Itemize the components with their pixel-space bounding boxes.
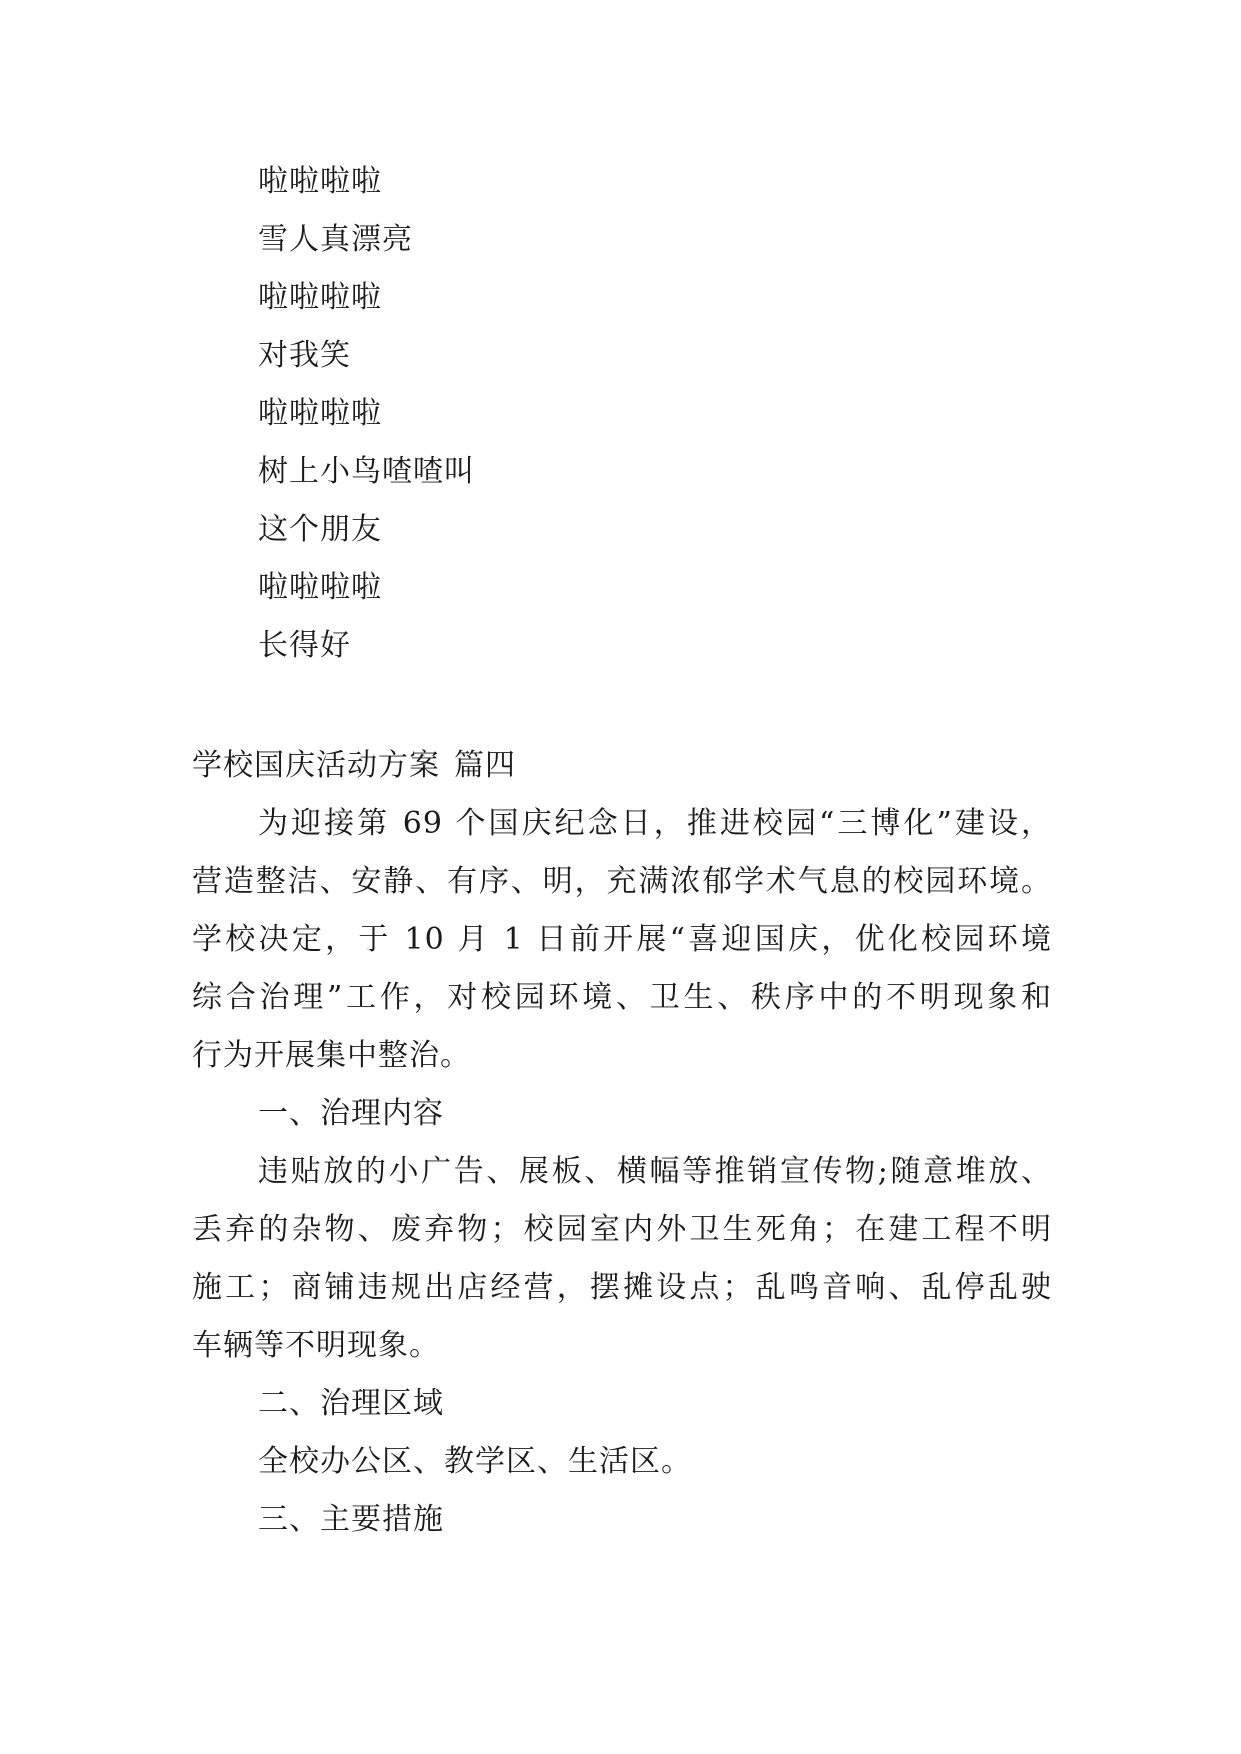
lyric-line: 雪人真漂亮	[258, 222, 413, 257]
lyric-line: 这个朋友	[258, 512, 382, 547]
section-title: 学校国庆活动方案	[192, 748, 440, 783]
paragraph-line: 为迎接第 69 个国庆纪念日，推进校园“三博化”建设，	[258, 806, 1052, 841]
lyric-line: 啦啦啦啦	[258, 164, 382, 199]
lyric-line: 啦啦啦啦	[258, 280, 382, 315]
paragraph-line: 施工；商铺违规出店经营，摆摊设点；乱鸣音响、乱停乱驶	[192, 1270, 1052, 1305]
paragraph-line: 违贴放的小广告、展板、横幅等推销宣传物;随意堆放、	[258, 1154, 1052, 1189]
subheading: 二、治理区域	[258, 1386, 444, 1421]
paragraph-line: 综合治理”工作，对校园环境、卫生、秩序中的不明现象和	[192, 980, 1052, 1015]
paragraph-line: 车辆等不明现象。	[192, 1328, 440, 1363]
lyric-line: 长得好	[258, 628, 351, 663]
lyric-line: 啦啦啦啦	[258, 570, 382, 605]
lyric-line: 对我笑	[258, 338, 351, 373]
lyric-line: 树上小鸟喳喳叫	[258, 454, 475, 489]
section-part: 篇四	[454, 748, 516, 783]
lyric-line: 啦啦啦啦	[258, 396, 382, 431]
subheading: 三、主要措施	[258, 1502, 444, 1537]
paragraph-line: 全校办公区、教学区、生活区。	[258, 1444, 692, 1479]
subheading: 一、治理内容	[258, 1096, 444, 1131]
paragraph-line: 丢弃的杂物、废弃物；校园室内外卫生死角；在建工程不明	[192, 1212, 1052, 1247]
section-heading	[192, 746, 516, 786]
paragraph-line: 学校决定，于 10 月 1 日前开展“喜迎国庆，优化校园环境	[192, 922, 1052, 957]
paragraph-line: 行为开展集中整治。	[192, 1038, 471, 1073]
paragraph-line: 营造整洁、安静、有序、明，充满浓郁学术气息的校园环境。	[192, 864, 1052, 899]
